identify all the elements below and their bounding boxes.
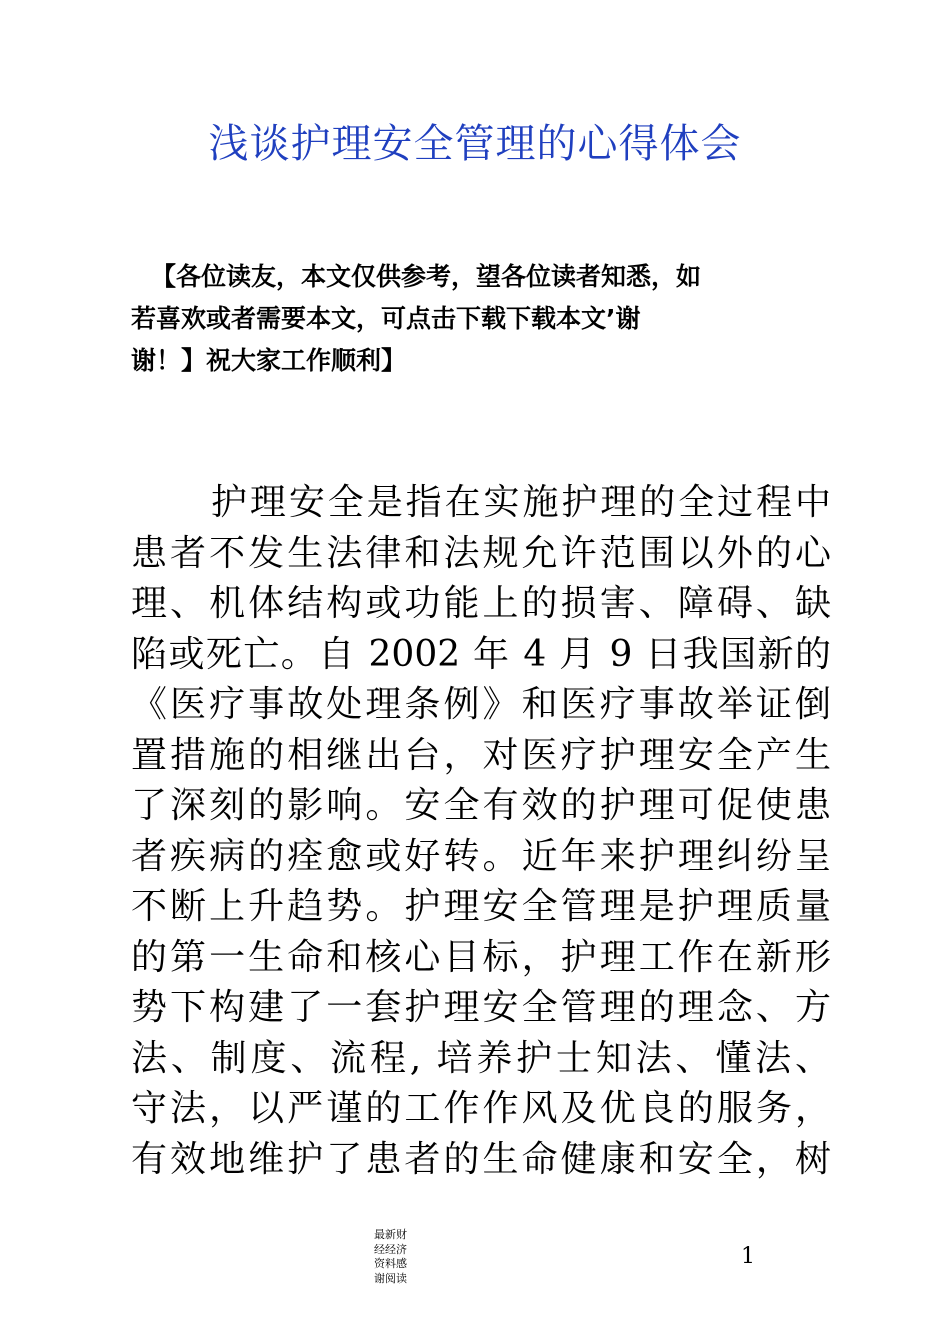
body-paragraph [131,478,831,1185]
page-number: 1 [741,1244,755,1269]
footer-line: 经经济 [374,1242,407,1256]
body-line: 者疾病的痊愈或好转。近年来护理纠纷呈 [131,835,831,877]
notice-line: 【各位读友，本文仅供参考，望各位读者知悉，如 [151,262,702,291]
footer-note [374,1228,422,1286]
body-line: 不断上升趋势。护理安全管理是护理质量 [131,886,831,927]
body-line: 理、机体结构或功能上的损害、障碍、缺 [131,583,831,624]
body-line: 了深刻的影响。安全有效的护理可促使患 [131,785,831,826]
body-line: 势下构建了一套护理安全管理的理念、方 [131,987,831,1028]
body-line: 有效地维护了患者的生命健康和安全，树 [131,1138,831,1180]
body-line: 患者不发生法律和法规允许范围以外的心 [131,532,831,574]
footer-line: 资料感 [374,1257,407,1270]
body-line: 的第一生命和核心目标，护理工作在新形 [131,936,831,978]
document-title: 浅谈护理安全管理的心得体会 [208,121,742,167]
body-line: 置措施的相继出台，对医疗护理安全产生 [131,734,831,776]
body-line: 护理安全是指在实施护理的全过程中 [211,482,831,523]
body-line: 陷或死亡。自 2002 年 4 月 9 日我国新的 [131,633,831,675]
download-notice [131,256,821,382]
notice-line: 谢！】祝大家工作顺利】 [131,346,407,375]
notice-line: 若喜欢或者需要本文，可点击下载下载本文’谢 [131,304,641,333]
body-line: 守法，以严谨的工作作风及优良的服务， [131,1088,831,1129]
footer-line: 最新财 [374,1228,407,1241]
body-line: 法、制度、流程, 培养护士知法、懂法、 [131,1037,831,1079]
body-line: 《医疗事故处理条例》和医疗事故举证倒 [131,684,831,725]
footer-line: 谢阅读 [374,1271,407,1285]
